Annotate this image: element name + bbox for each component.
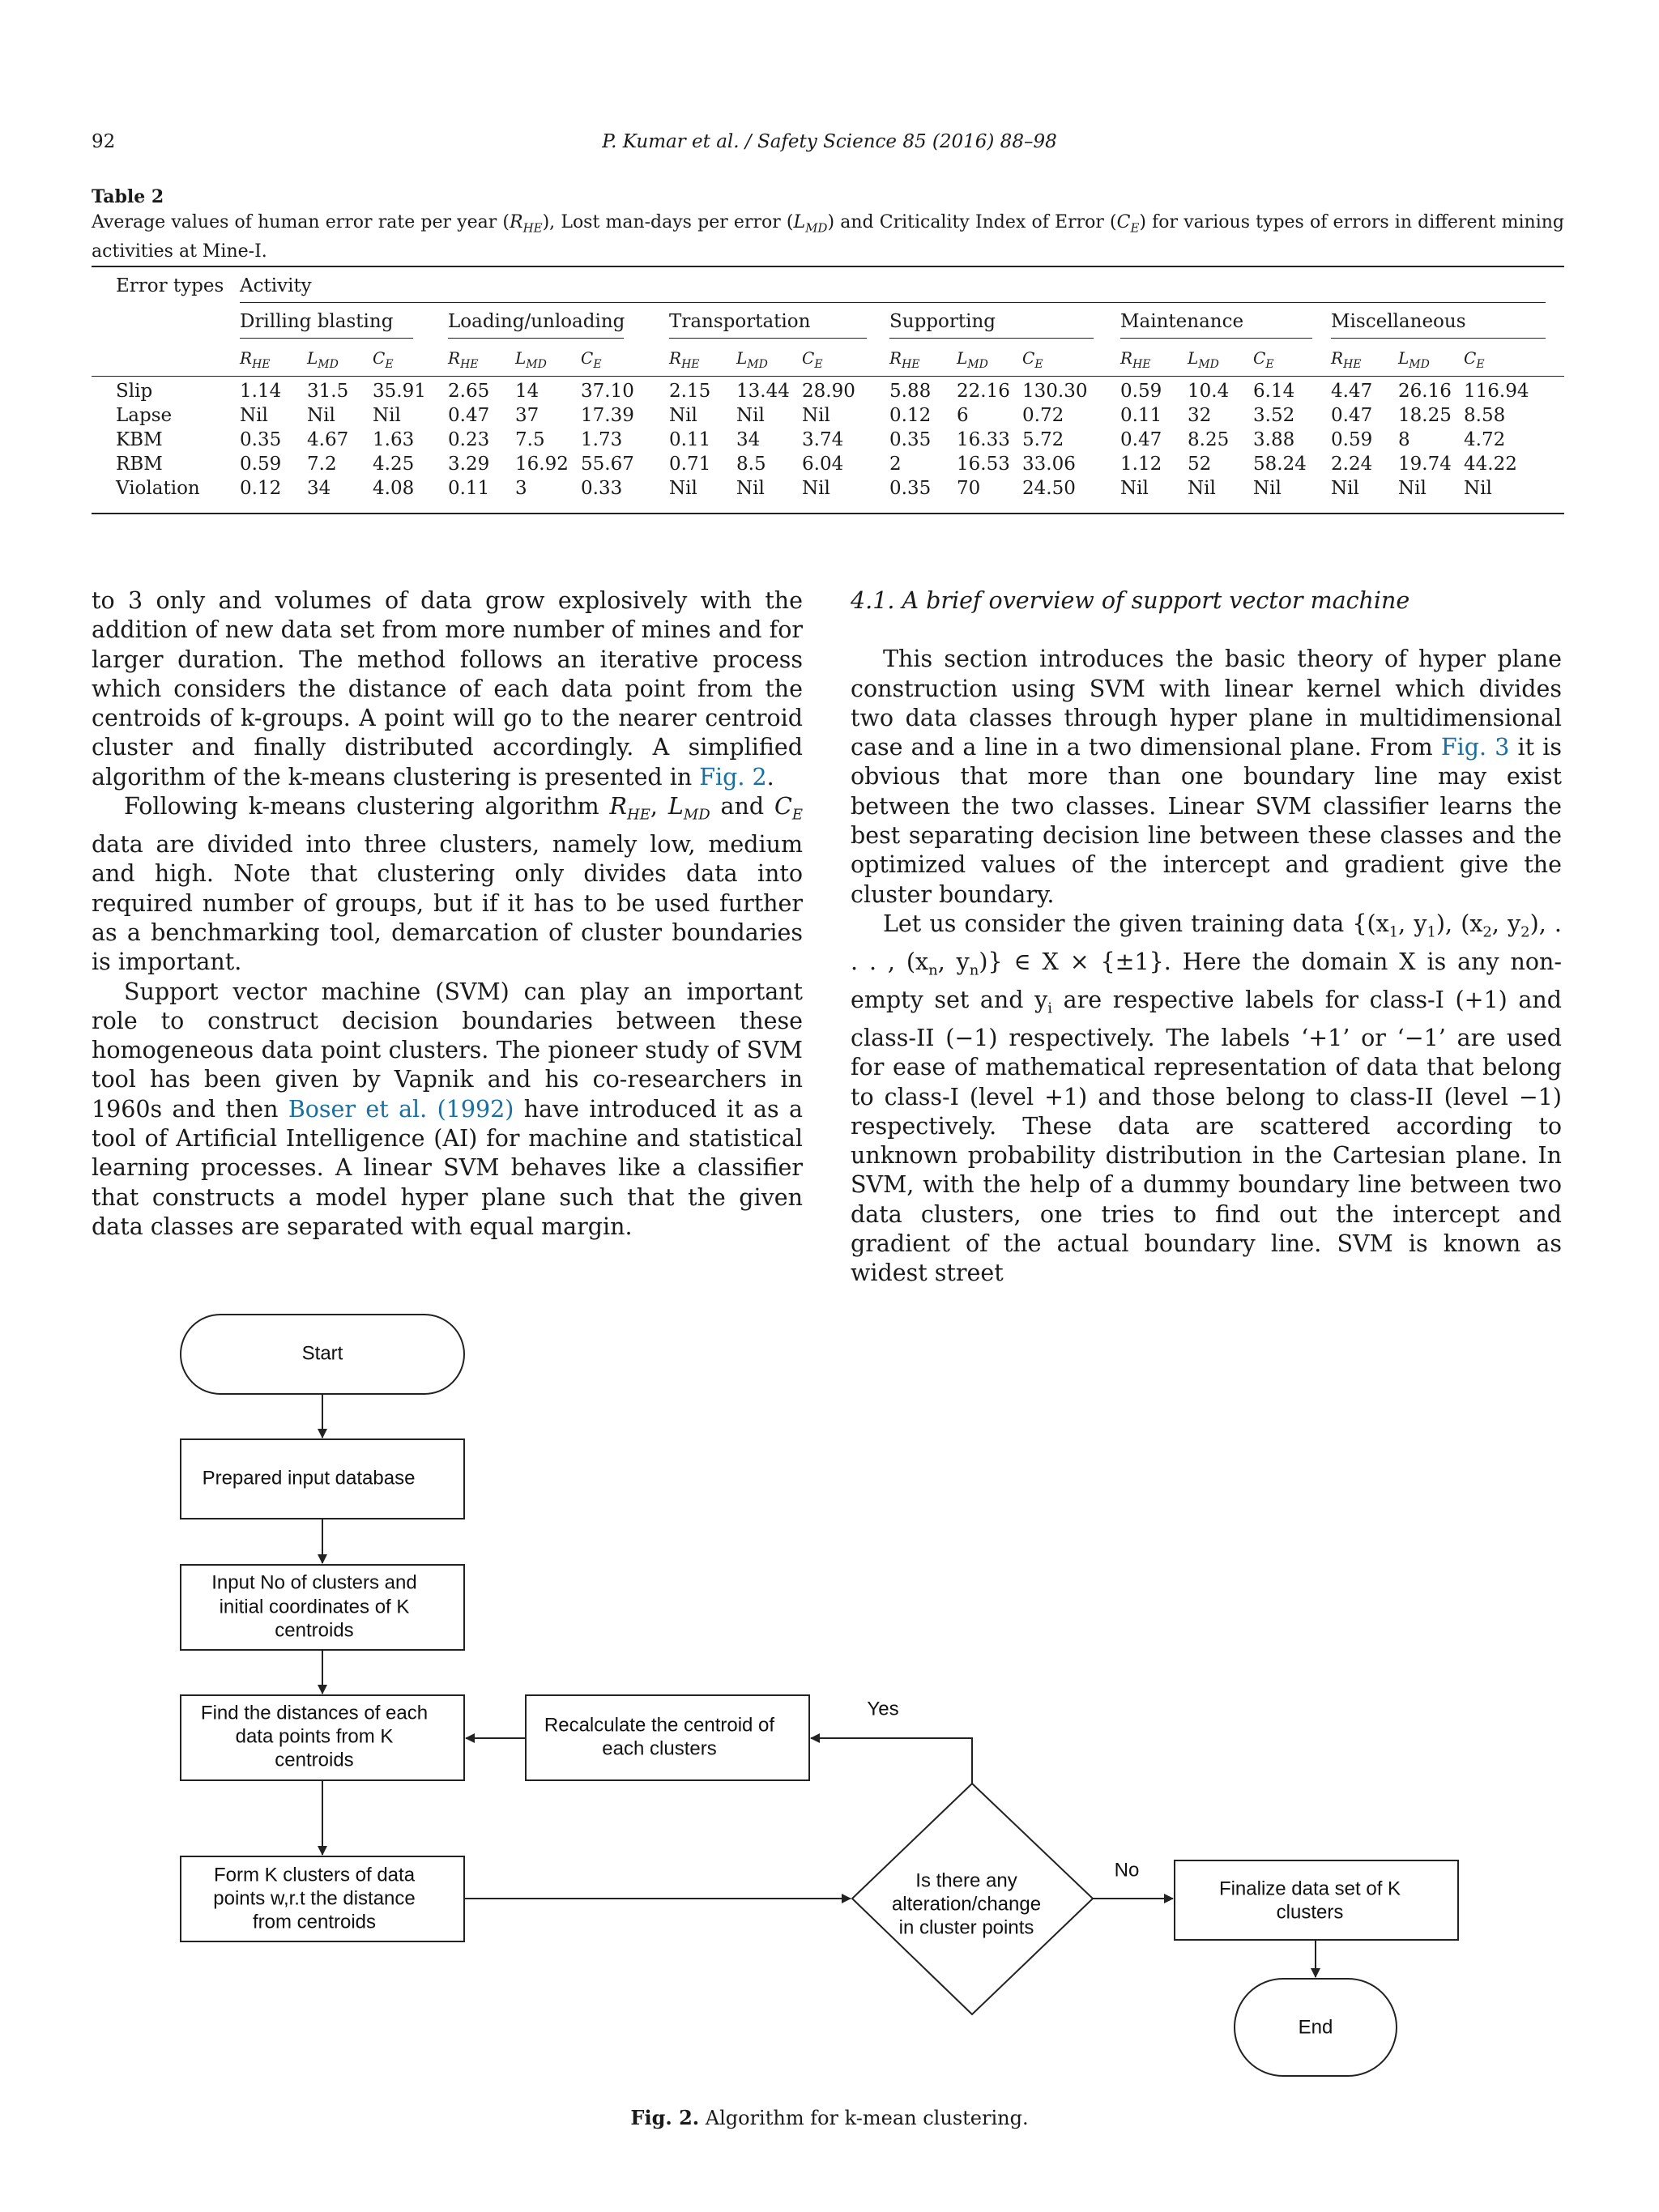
- decision-label-line-1: Is there any: [915, 1869, 1017, 1892]
- sub-header: $R_{HE}$: [1331, 348, 1362, 371]
- group-header: Loading/unloading: [448, 311, 625, 332]
- left-paragraph-1: to 3 only and volumes of data grow explosively with the addition of new data set from more number of mines and for larger duration. The method follows an iterative process which considers the distance of each data point from the centroids of k-groups. A point will go to the nearer centroid cluster and finally distributed accordingly. A simplified algorithm of the k-means clustering is presented in Fig. 2.: [92, 587, 803, 791]
- sub-header: $L_{MD}$: [1188, 348, 1219, 371]
- yes-label: Yes: [867, 1698, 899, 1720]
- table-cell: Nil: [1464, 478, 1492, 499]
- prepared-label: Prepared input database: [202, 1467, 416, 1490]
- row-label: Lapse: [116, 405, 173, 426]
- table-cell: 1.63: [373, 429, 415, 450]
- table-cell: 22.16: [957, 381, 1010, 402]
- table-cell: 52: [1188, 454, 1212, 475]
- header-error-types: Error types: [116, 275, 224, 296]
- sub-header: $R_{HE}$: [240, 348, 271, 371]
- table-cell: 0.12: [889, 405, 932, 426]
- table-cell: Nil: [669, 405, 697, 426]
- table-cell: Nil: [1398, 478, 1427, 499]
- recalc-label-line-1: Recalculate the centroid of: [544, 1714, 775, 1737]
- table-label: Table 2: [92, 186, 164, 207]
- table-cell: 0.11: [448, 478, 490, 499]
- group-header: Maintenance: [1120, 311, 1244, 332]
- finalize-label-line-2: clusters: [1276, 1901, 1344, 1924]
- table-cell: 4.25: [373, 454, 415, 475]
- table-cell: Nil: [1331, 478, 1359, 499]
- form-label-line-1: Form K clusters of data: [213, 1864, 416, 1886]
- finalize-label-line-1: Finalize data set of K: [1218, 1877, 1401, 1900]
- section-heading: 4.1. A brief overview of support vector machine: [851, 587, 1410, 614]
- table-cell: 0.59: [1331, 429, 1373, 450]
- right-paragraph-2: Let us consider the given training data {($x_1$, $y_1$), ($x_2$, $y_2$), . . . , ($x_n$, $y_n$)} ∈ X × {±1}. Here the domain X is any non-empty set and $y_i$ are respective labels for class-I (+1) and class-II (−1) respectively. The labels ‘+1’ or ‘−1’ are used for ease of mathematical representation of data that belong to class-I (level +1) and those belong to class-II (level −1) respectively. These data are scattered according to unknown probability distribution in the Cartesian plane. In SVM, with the help of a dummy boundary line between two data clusters, one tries to find out the intercept and gradient of the actual boundary line. SVM is known as widest street: [851, 910, 1562, 1287]
- input-label-line-2: initial coordinates of K: [219, 1596, 410, 1618]
- table-cell: 34: [736, 429, 761, 450]
- table-cell: 5.88: [889, 381, 932, 402]
- table-cell: 130.30: [1022, 381, 1088, 402]
- sub-header: $C_E$: [1022, 348, 1043, 371]
- start-label: Start: [301, 1342, 343, 1365]
- input-label-line-1: Input No of clusters and: [211, 1571, 417, 1594]
- table-cell: 0.59: [1120, 381, 1162, 402]
- sub-header: $C_E$: [373, 348, 394, 371]
- table-cell: Nil: [373, 405, 401, 426]
- header-activity: Activity: [240, 275, 312, 296]
- arrow-decision-yes-to-recalc: [811, 1738, 972, 1784]
- sub-header: $L_{MD}$: [736, 348, 768, 371]
- table-cell: Nil: [307, 405, 335, 426]
- sub-header: $C_E$: [802, 348, 823, 371]
- boser-citation-link[interactable]: Boser et al. (1992): [288, 1095, 514, 1123]
- table-cell: 4.67: [307, 429, 349, 450]
- table-cell: 14: [515, 381, 539, 402]
- row-label: RBM: [116, 454, 163, 475]
- table-cell: 19.74: [1398, 454, 1452, 475]
- table-cell: 13.44: [736, 381, 790, 402]
- table-cell: 0.47: [1331, 405, 1373, 426]
- table-cell: 17.39: [581, 405, 634, 426]
- fig3-link[interactable]: Fig. 3: [1440, 734, 1510, 761]
- row-label: Slip: [116, 381, 153, 402]
- table-cell: 58.24: [1253, 454, 1307, 475]
- table-cell: 24.50: [1022, 478, 1076, 499]
- sub-header: $R_{HE}$: [448, 348, 479, 371]
- decision-label-line-2: alteration/change: [891, 1893, 1042, 1916]
- find-label-line-1: Find the distances of each: [200, 1702, 429, 1724]
- table-cell: 7.5: [515, 429, 545, 450]
- form-label-line-2: points w,r.t the distance: [213, 1887, 416, 1910]
- table-cell: 0.47: [448, 405, 490, 426]
- right-paragraph-1: This section introduces the basic theory of hyper plane construction using SVM with linear kernel which divides two data classes through hyper plane in multidimensional case and a line in a two dimensional plane. From Fig. 3 it is obvious that more than one boundary line may exist between the two classes. Linear SVM classifier learns the best separating decision line between these classes and the optimized values of the intercept and gradient give the cluster boundary.: [851, 646, 1562, 908]
- table-cell: 16.53: [957, 454, 1010, 475]
- table-cell: 44.22: [1464, 454, 1517, 475]
- table-cell: 55.67: [581, 454, 634, 475]
- table-cell: Nil: [802, 405, 830, 426]
- sub-header: $C_E$: [1253, 348, 1274, 371]
- table-cell: 8.25: [1188, 429, 1230, 450]
- table-cell: Nil: [240, 405, 268, 426]
- row-label: Violation: [116, 478, 200, 499]
- figure-caption: Fig. 2. Algorithm for k-mean clustering.: [630, 2106, 1029, 2129]
- find-label-line-3: centroids: [275, 1749, 354, 1771]
- sub-header: $C_E$: [1464, 348, 1485, 371]
- left-paragraph-2: Following k-means clustering algorithm $R_{HE}$, $L_{MD}$ and $C_E$ data are divided into three clusters, namely low, medium and high. Note that clustering only divides data into required number of groups, but if it has to be used further as a benchmarking tool, demarcation of cluster boundaries is important.: [92, 793, 803, 976]
- table-cell: 3.52: [1253, 405, 1295, 426]
- table-cell: Nil: [1120, 478, 1149, 499]
- table-cell: 31.5: [307, 381, 349, 402]
- table-cell: 16.33: [957, 429, 1010, 450]
- table-cell: 1.12: [1120, 454, 1162, 475]
- table-cell: 0.59: [240, 454, 282, 475]
- table-cell: 0.33: [581, 478, 623, 499]
- table-cell: 2: [889, 454, 902, 475]
- table-cell: 8.58: [1464, 405, 1506, 426]
- sub-header: $L_{MD}$: [515, 348, 547, 371]
- table-cell: Nil: [736, 478, 765, 499]
- table-cell: 0.35: [889, 478, 932, 499]
- table-cell: 2.24: [1331, 454, 1373, 475]
- table-cell: 7.2: [307, 454, 337, 475]
- sub-header: $R_{HE}$: [889, 348, 920, 371]
- table-cell: 0.12: [240, 478, 282, 499]
- end-label: End: [1298, 2016, 1333, 2039]
- page-number: 92: [92, 131, 116, 152]
- sub-header: $R_{HE}$: [1120, 348, 1151, 371]
- running-head: P. Kumar et al. / Safety Science 85 (2016) 88–98: [602, 131, 1057, 152]
- sub-header: $C_E$: [581, 348, 602, 371]
- table-cell: Nil: [802, 478, 830, 499]
- group-header: Transportation: [669, 311, 811, 332]
- table-cell: 4.08: [373, 478, 415, 499]
- table-cell: 34: [307, 478, 331, 499]
- table-cell: 116.94: [1464, 381, 1529, 402]
- table-cell: 70: [957, 478, 981, 499]
- table-cell: 18.25: [1398, 405, 1452, 426]
- find-label-line-2: data points from K: [235, 1725, 394, 1748]
- sub-header: $L_{MD}$: [307, 348, 339, 371]
- sub-header: $L_{MD}$: [957, 348, 988, 371]
- table-cell: 28.90: [802, 381, 855, 402]
- row-label: KBM: [116, 429, 163, 450]
- table-cell: 4.47: [1331, 381, 1373, 402]
- finalize-box: [1175, 1860, 1458, 1940]
- table-cell: 4.72: [1464, 429, 1506, 450]
- table-cell: 0.35: [240, 429, 282, 450]
- table-cell: 3.74: [802, 429, 844, 450]
- table-cell: 6.04: [802, 454, 844, 475]
- table-cell: 26.16: [1398, 381, 1452, 402]
- table-cell: 3.88: [1253, 429, 1295, 450]
- table-cell: 0.23: [448, 429, 490, 450]
- group-header: Supporting: [889, 311, 996, 332]
- table-cell: 0.11: [1120, 405, 1162, 426]
- no-label: No: [1114, 1859, 1140, 1882]
- table-cell: 1.14: [240, 381, 282, 402]
- table-cell: 32: [1188, 405, 1212, 426]
- table-cell: Nil: [736, 405, 765, 426]
- sub-header: $L_{MD}$: [1398, 348, 1430, 371]
- table-cell: 6: [957, 405, 969, 426]
- table-cell: 16.92: [515, 454, 569, 475]
- table-cell: 8: [1398, 429, 1410, 450]
- table-cell: 2.15: [669, 381, 711, 402]
- table-cell: 33.06: [1022, 454, 1076, 475]
- decision-label-line-3: in cluster points: [898, 1916, 1034, 1939]
- table-cell: 8.5: [736, 454, 766, 475]
- input-label-line-3: centroids: [275, 1619, 354, 1642]
- table-cell: 37: [515, 405, 539, 426]
- table-cell: 5.72: [1022, 429, 1064, 450]
- table-cell: Nil: [669, 478, 697, 499]
- table-cell: 0.47: [1120, 429, 1162, 450]
- table-cell: 37.10: [581, 381, 634, 402]
- group-header: Miscellaneous: [1331, 311, 1466, 332]
- table-cell: 3.29: [448, 454, 490, 475]
- sub-header: $R_{HE}$: [669, 348, 700, 371]
- recalc-label-line-2: each clusters: [602, 1737, 717, 1760]
- table-cell: 3: [515, 478, 527, 499]
- form-label-line-3: from centroids: [252, 1911, 377, 1933]
- table-cell: 2.65: [448, 381, 490, 402]
- table-cell: Nil: [1253, 478, 1282, 499]
- table-cell: 0.11: [669, 429, 711, 450]
- table-cell: 0.35: [889, 429, 932, 450]
- table-cell: 10.4: [1188, 381, 1230, 402]
- table-cell: 35.91: [373, 381, 426, 402]
- table-cell: Nil: [1188, 478, 1216, 499]
- table-cell: 6.14: [1253, 381, 1295, 402]
- fig2-link[interactable]: Fig. 2: [699, 763, 767, 791]
- table-caption: Average values of human error rate per year $(R_{HE})$, Lost man-days per error $(L_{MD})$ and Criticality Index of Error $(C_E)$ for various types of errors in different mining activities at Mine-I.: [92, 212, 1564, 262]
- table-cell: 1.73: [581, 429, 623, 450]
- left-paragraph-3: Support vector machine (SVM) can play an important role to construct decision boundaries between these homogeneous data point clusters. The pioneer study of SVM tool has been given by Vapnik and his co-researchers in 1960s and then Boser et al. (1992) have introduced it as a tool of Artificial Intelligence (AI) for machine and statistical learning processes. A linear SVM behaves like a classifier that constructs a model hyper plane such that the given data classes are separated with equal margin.: [92, 978, 803, 1240]
- table-cell: 0.72: [1022, 405, 1064, 426]
- group-header: Drilling blasting: [240, 311, 394, 332]
- table-cell: 0.71: [669, 454, 711, 475]
